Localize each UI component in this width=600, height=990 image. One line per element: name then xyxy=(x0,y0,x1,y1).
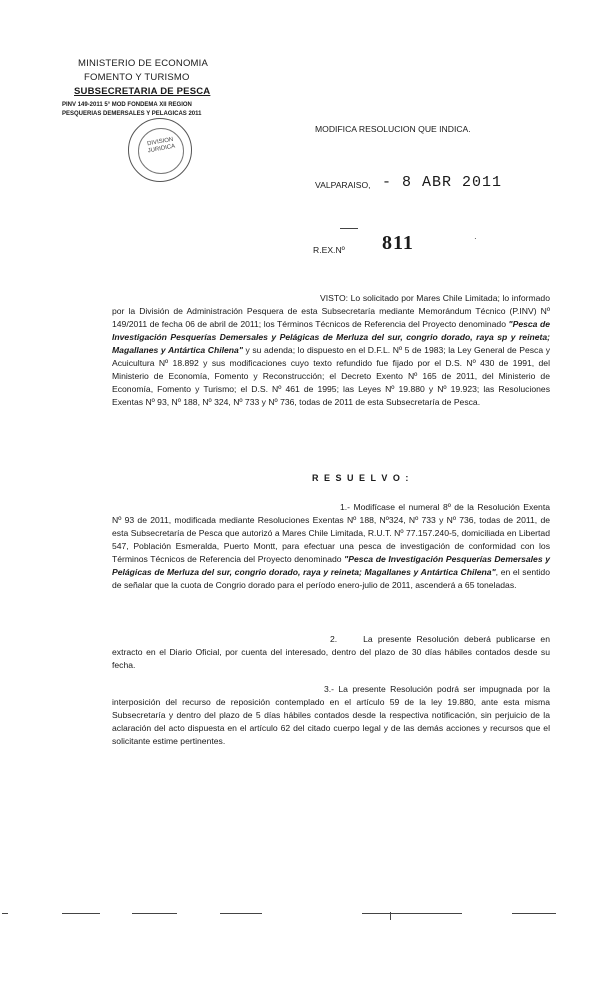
reference-line-2: PESQUERIAS DEMERSALES Y PELAGICAS 2011 xyxy=(62,111,202,117)
footer-line xyxy=(2,913,8,914)
resuelvo-heading: R E S U E L V O : xyxy=(312,473,410,483)
rex-dot: · xyxy=(474,234,477,243)
visto-text-2: y su adenda; lo dispuesto en el D.F.L. Nº 5 de 1983; la Ley General de Pesca y Acuicultura Nº 18.892 y sus modificaciones cuyo texto refundido fue fijado por el D.S. Nº 430 de 1991, del Ministerio de Economía, Fomento y Reconstrucción; el Decreto Exento Nº 165 de 2011, del Ministerio de Economía, Fomento y Turismo; el D.S. Nº 461 de 1995; las Leyes Nº 19.880 y Nº 19.923; las Resoluciones Exentas Nº 93, Nº 188, Nº 324, Nº 733 y Nº 736, todas de 2011 de esta Subsecretaría de Pesca. xyxy=(112,345,551,407)
visto-label: VISTO: xyxy=(320,293,349,303)
resuelvo-item-3 xyxy=(112,683,550,748)
item-1-number: 1.- xyxy=(340,502,351,512)
date-stamp: - 8 ABR 2011 xyxy=(382,174,503,191)
footer-line xyxy=(132,913,177,914)
visto-text-1: Lo solicitado por Mares Chile Limitada; lo informado por la División de Administración Pesquera de esta Subsecretaría mediante Memorándum Técnico (P.INV) Nº 149/2011 de fecha 06 de abril de 2011; los Términos Técnicos de Referencia del Proyecto denominado xyxy=(112,293,550,329)
footer-line xyxy=(220,913,262,914)
footer-line xyxy=(512,913,556,914)
item-1-text-1: Modifícase el numeral 8º de la Resolución Exenta Nº 93 de 2011, modificada mediante Resoluciones Exentas Nº 188, Nº324, Nº 733 y Nº 736, todas de 2011, de esta Subsecretaría de Pesca que autorizó a Mares Chile Limitada, R.U.T. Nº 77.157.240-5, domiciliada en Libertad 547, Población Esmeralda, Puerto Montt, para efectuar una pesca de investigación de conformidad con los Términos Técnicos de Referencia del Proyecto denominado xyxy=(112,502,550,564)
footer-line xyxy=(62,913,100,914)
document-place: VALPARAISO, xyxy=(315,180,371,190)
subsecretaria-heading: SUBSECRETARIA DE PESCA xyxy=(74,86,211,97)
item-2-number: 2. xyxy=(330,634,338,644)
division-juridica-seal xyxy=(128,118,192,182)
item-1-text-2: , en el sentido de señalar que la cuota de Congrio dorado para el período enero-julio de 2011, ascenderá a 65 toneladas. xyxy=(112,567,550,590)
resuelvo-item-1 xyxy=(112,501,550,592)
seal-text: DIVISION JURIDICA xyxy=(146,136,176,155)
document-subject: MODIFICA RESOLUCION QUE INDICA. xyxy=(315,124,471,134)
rex-mark xyxy=(340,228,358,229)
ministry-line-1: MINISTERIO DE ECONOMIA xyxy=(78,58,209,69)
rex-number: 811 xyxy=(382,232,414,254)
item-3-number: 3.- xyxy=(324,684,335,694)
footer-tick xyxy=(390,912,391,920)
visto-paragraph xyxy=(112,292,550,409)
ministry-line-2: FOMENTO Y TURISMO xyxy=(84,72,190,83)
item-2-text: La presente Resolución deberá publicarse en extracto en el Diario Oficial, por cuenta del interesado, dentro del plazo de 30 días hábiles contados desde su fecha. xyxy=(112,634,550,670)
reference-line-1: PINV 149-2011 5° MOD FONDEMA XII REGION xyxy=(62,102,192,108)
footer-line xyxy=(362,913,462,914)
rex-label: R.EX.Nº xyxy=(313,245,345,255)
item-1-project-title: "Pesca de Investigación Pesquerías Demersales y Pelágicas de Merluza del sur, congrio dorado, raya y reineta; Magallanes y Antártica Chilena" xyxy=(112,554,550,577)
visto-project-title: "Pesca de Investigación Pesquerías Demersales y Pelágicas de Merluza del sur, congrio dorado, raya sp y reineta; Magallanes y Antártica Chilena" xyxy=(112,319,551,355)
item-3-text: La presente Resolución podrá ser impugnada por la interposición del recurso de reposición contemplado en el artículo 59 de la ley 19.880, ante esta misma Subsecretaría y dentro del plazo de 5 días hábiles contados desde la respectiva notificación, sin perjuicio de la aclaración del acto dispuesta en el artículo 62 del citado cuerpo legal y de las demás acciones y recursos que el solicitante estime pertinentes. xyxy=(112,684,550,746)
resuelvo-item-2 xyxy=(112,633,550,672)
